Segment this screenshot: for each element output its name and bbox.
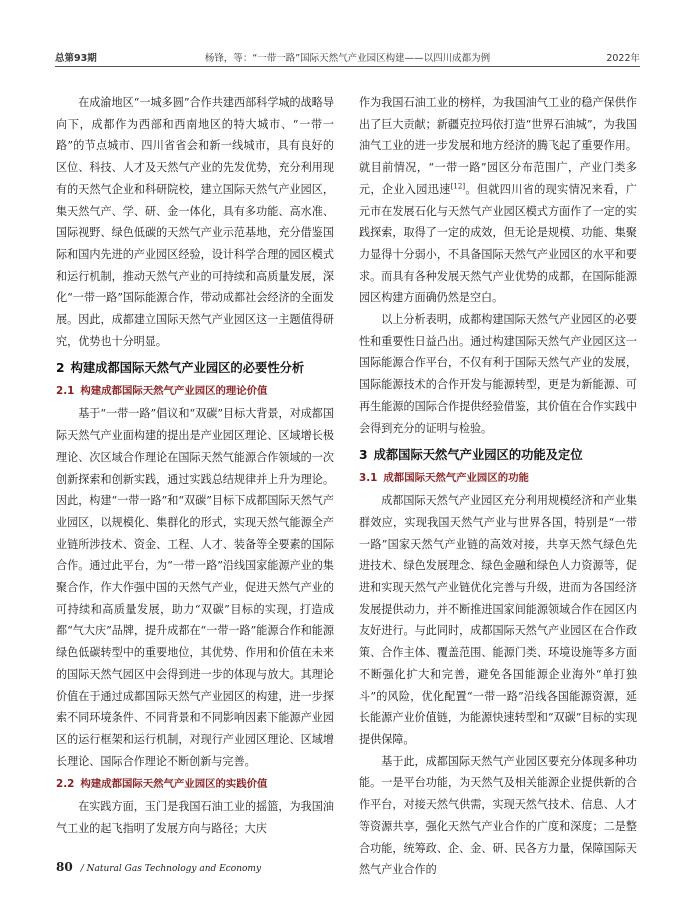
paragraph — [359, 92, 637, 309]
section-title: 构建成都国际天然气产业园区的必要性分析 — [70, 361, 305, 376]
section-title: 成都国际天然气产业园区的功能及定位 — [373, 448, 583, 463]
paragraph: 以上分析表明，成都构建国际天然气产业园区的必要性和重要性日益凸出。通过构建国际天然气产业园区这一国际能源合作平台，不仅有利于国际天然气产业的发展，国际能源技术的合作开发与能源转型，更是为新能源、可再生能源的国际合作提供经验借鉴，其价值在合作实践中会得到充分的证明与检验。 — [359, 313, 637, 435]
subsection-number: 3.1 — [359, 472, 378, 485]
left-column — [56, 92, 334, 836]
subsection-heading-3-1 — [359, 469, 637, 487]
section-heading-2 — [56, 358, 334, 378]
subsection-number: 2.2 — [56, 778, 75, 791]
subsection-title: 构建成都国际天然气产业园区的实践价值 — [80, 778, 268, 791]
section-number: 3 — [359, 448, 368, 463]
subsection-number: 2.1 — [56, 385, 75, 398]
paragraph: 基于“一带一路”倡议和“双碳”目标大背景，对成都国际天然气产业面构建的提出是产业园区理论、区域增长极理论、次区域合作理论在国际天然气能源合作领域的一次创新探索和创新实践，通过实践总结规律并上升为理论。因此，构建“一带一路”和“双碳”目标下成都国际天然气产业园区，以规模化、集群化的形式，实现天然气能源全产业链所涉技术、资金、工程、人才、装备等全要素的国际合作。通过此平台，为“一带一路”沿线国家能源产业的集聚合作，作大作强中国的天然气产业，促进天然气产业的可持续和高质量发展，助力“双碳”目标的实现，打造成都“气大庆”品牌，提升成都在“一带一路”能源合作和能源绿色低碳转型中的重要地位，其优势、作用和价值在未来的国际天然气园区中会得到进一步的体现与放大。其理论价值在于通过成都国际天然气产业园区的构建，进一步探索不同环境条件、不同背景和不同影响因素下能源产业园区的运行框架和运行机制，对现行产业园区理论、区域增长理论、国际合作理论不断创新与完善。 — [56, 407, 334, 768]
running-title: 杨锋，等：“一带一路”国际天然气产业园区构建——以四川成都为例 — [204, 53, 491, 64]
paragraph: 在成渝地区“一城多圆”合作共建西部科学城的战略导向下，成都作为西部和西南地区的特大城市、“一带一路”的节点城市、四川省省会和新一线城市，具有良好的区位、科技、人才及天然气产业的先发优势，充分利用现有的天然气企业和科研院校，建立国际天然气产业园区，集天然气产、学、研、金一体化，具有多功能、高水准、国际视野、绿色低碳的天然气产业示范基地，充分借鉴国际和国内先进的产业园区经验，设计科学合理的园区模式和运行机制，推动天然气产业的可持续和高质量发展，深化“一带一路”国际能源合作，带动成都社会经济的全面发展。因此，成都建立国际天然气产业园区这一主题值得研究，优势也十分明显。 — [56, 96, 334, 348]
section-number: 2 — [56, 361, 65, 376]
journal-name: / Natural Gas Technology and Economy — [80, 864, 262, 874]
running-header — [55, 50, 640, 67]
subsection-heading-2-1 — [56, 382, 334, 400]
subsection-heading-2-2 — [56, 775, 334, 793]
page-footer — [56, 860, 261, 874]
paragraph: 成都国际天然气产业园区充分利用规模经济和产业集群效应，实现我国天然气产业与世界各国，特别是“一带一路”国家天然气产业链的高效对接，共享天然气绿色先进技术、绿色发展理念、绿色金融和绿色人力资源等，促进和实现天然气产业链优化完善与升级，进而为各国经济发展提供动力，并不断推进国家间能源领域合作在园区内友好进行。与此同时，成都国际天然气产业园区在合作政策、合作主体、覆盖范围、能源门类、环境设施等多方面不断强化扩大和完善，避免各国能源企业海外“单打独斗”的风险，优化配置“一带一路”沿线各国能源资源，延长能源产业价值链，为能源快速转型和“双碳”目标的实现提供保障。 — [359, 494, 637, 746]
right-column — [359, 92, 637, 877]
paragraph: 基于此，成都国际天然气产业园区要充分体现多种功能。一是平台功能，为天然气及相关能源企业提供新的合作平台，对接天然气供需，实现天然气技术、信息、人才等资源共享，强化天然气产业合作的广度和深度；二是整合功能，统筹政、企、金、研、民各方力量，保障国际天然气产业合作的 — [359, 754, 637, 877]
paragraph-text: 作为我国石油工业的榜样，为我国油气工业的稳产保供作出了巨大贡献；新疆克拉玛依打造“世界石油城”，为我国油气工业的进一步发展和地方经济的腾飞起了重要作用。就目前情况，“一带一路”园区分布范围广，产业门类多元，企业入园迅速 — [359, 96, 637, 196]
paragraph: 在实践方面，玉门是我国石油工业的摇篮，为我国油气工业的起飞指明了发展方向与路径；大庆 — [56, 800, 334, 836]
citation-ref: [12] — [450, 182, 466, 191]
page-number: 80 — [56, 860, 73, 874]
paragraph-text: 。但就四川省的现实情况来看，广元市在发展石化与天然气产业园区模式方面作了一定的实践探索，取得了一定的成效，但无论是规模、功能、集聚力显得十分弱小，不具备国际天然气产业园区的水平和要求。而具有各种发展天然气产业优势的成都，在国际能源园区构建方面确仍然是空白。 — [359, 182, 637, 305]
subsection-title: 构建成都国际天然气产业园区的理论价值 — [80, 385, 268, 398]
subsection-title: 成都国际天然气产业园区的功能 — [383, 472, 529, 485]
issue-year: 2022年 — [606, 53, 640, 64]
issue-number: 总第93期 — [55, 53, 97, 64]
section-heading-3 — [359, 445, 637, 465]
